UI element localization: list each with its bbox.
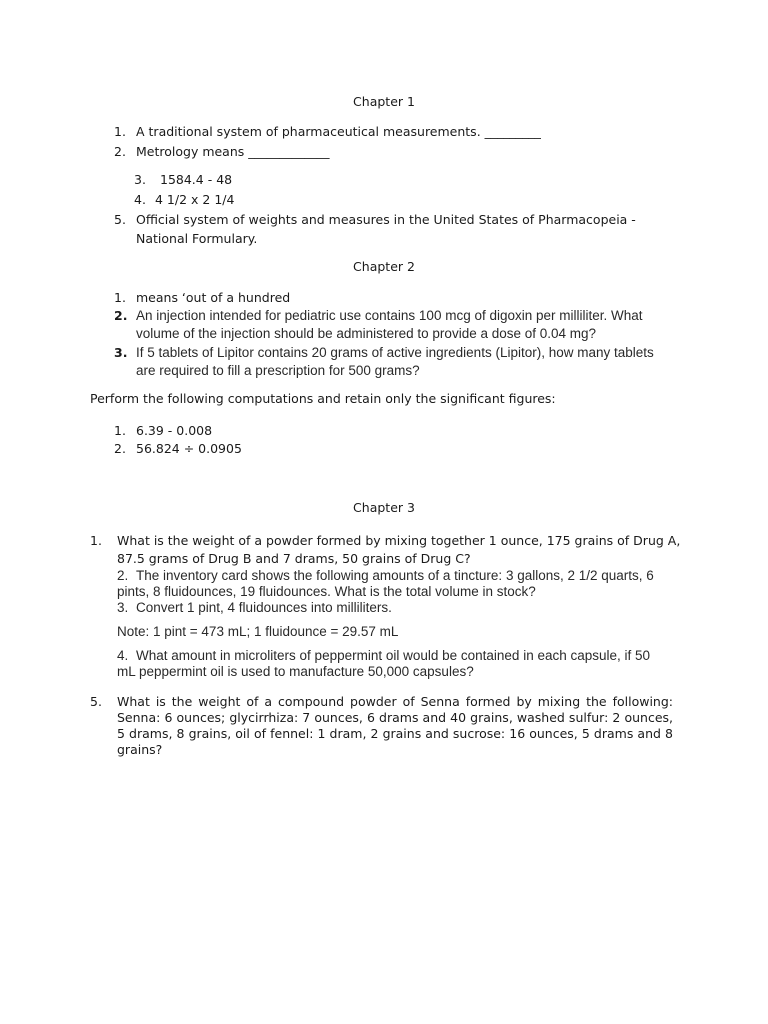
list-item-number: 4. — [117, 648, 129, 663]
list-item: What is the weight of a powder formed by mixing together 1 ounce, 175 grains of Drug A, — [117, 533, 681, 548]
list-item-number: 2. — [117, 568, 129, 583]
list-item-continued: volume of the injection should be administered to provide a dose of 0.04 mg? — [136, 326, 597, 341]
list-item-number: 1. — [90, 533, 102, 548]
list-item-continued: are required to fill a prescription for 500 grams? — [136, 363, 420, 378]
list-item: means ‘out of a hundred — [136, 290, 291, 305]
list-item-number: 1. — [114, 423, 126, 438]
list-item: A traditional system of pharmaceutical measurements. _________ — [136, 124, 541, 139]
list-item: 4 1/2 x 2 1/4 — [155, 192, 235, 207]
list-item: If 5 tablets of Lipitor contains 20 grams of active ingredients (Lipitor), how many tablets — [136, 345, 654, 360]
list-item: What is the weight of a compound powder of Senna formed by mixing the following: Senna: 6 ounces; glycirrhiza: 7 ounces, 6 drams and 40 grains, washed sulfur: 2 ounces, 5 drams, 8 grains, oil of fennel: 1 dram, 2 grains and sucrose: 16 ounces, 5 drams and 8 grains? — [117, 694, 673, 757]
list-item-number: 3. — [117, 600, 129, 615]
list-item-continued: 87.5 grams of Drug B and 7 drams, 50 grains of Drug C? — [117, 551, 471, 566]
list-item-number: 1. — [114, 290, 126, 305]
list-item: The inventory card shows the following amounts of a tincture: 3 gallons, 2 1/2 quarts, 6 — [136, 568, 654, 583]
chapter-1-heading: Chapter 1 — [353, 94, 415, 109]
list-item-number: 5. — [90, 694, 102, 709]
list-item-continued: pints, 8 fluidounces, 19 fluidounces. What is the total volume in stock? — [117, 584, 536, 599]
list-item: An injection intended for pediatric use contains 100 mcg of digoxin per milliliter. What — [136, 308, 643, 323]
list-item-number: 3. — [134, 172, 146, 187]
list-item-number: 2. — [114, 144, 126, 159]
list-item: Official system of weights and measures in the United States of Pharmacopeia - — [136, 212, 636, 227]
list-item-number: 2. — [114, 441, 126, 456]
list-item-number: 5. — [114, 212, 126, 227]
list-item: What amount in microliters of peppermint oil would be contained in each capsule, if 50 — [136, 648, 651, 663]
list-item: 56.824 ÷ 0.0905 — [136, 441, 242, 456]
chapter-3-heading: Chapter 3 — [353, 500, 415, 515]
note-text: Note: 1 pint = 473 mL; 1 fluidounce = 29.57 mL — [117, 624, 399, 639]
list-item: 1584.4 - 48 — [160, 172, 233, 187]
list-item-continued: National Formulary. — [136, 231, 258, 246]
list-item: Metrology means _____________ — [136, 144, 330, 159]
list-item-number: 2. — [114, 308, 128, 323]
list-item: Convert 1 pint, 4 fluidounces into milliliters. — [136, 600, 392, 615]
list-item-number: 1. — [114, 124, 126, 139]
chapter-2-heading: Chapter 2 — [353, 259, 415, 274]
list-item-number: 4. — [134, 192, 146, 207]
list-item: 6.39 - 0.008 — [136, 423, 213, 438]
list-item-number: 3. — [114, 345, 128, 360]
list-item-continued: mL peppermint oil is used to manufacture 50,000 capsules? — [117, 664, 474, 679]
instruction-text: Perform the following computations and retain only the significant figures: — [90, 391, 556, 406]
